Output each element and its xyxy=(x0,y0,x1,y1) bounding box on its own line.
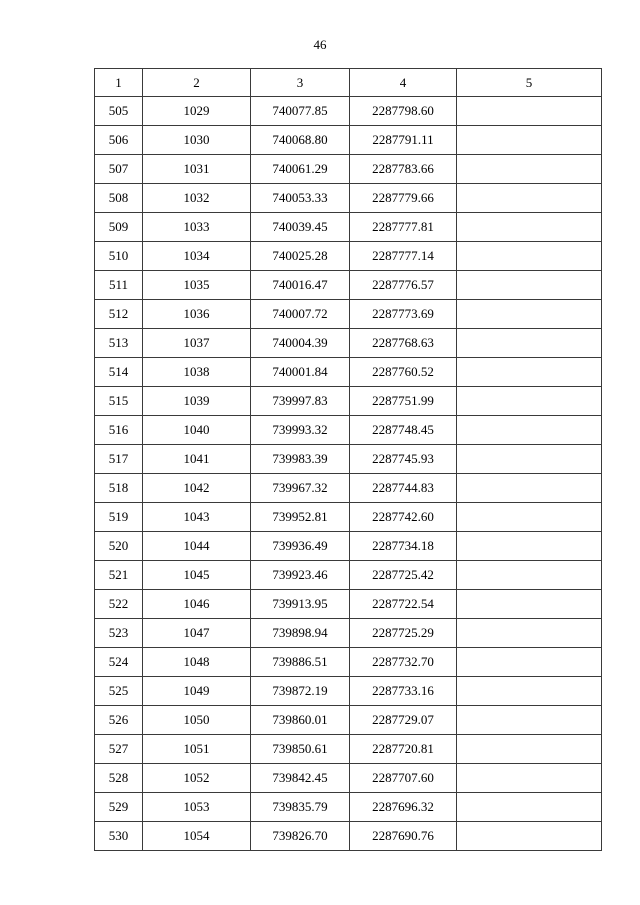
table-cell-col-5 xyxy=(457,822,602,851)
table-cell-col-5 xyxy=(457,213,602,242)
table-cell-col-3: 740016.47 xyxy=(251,271,350,300)
table-cell-col-3: 739842.45 xyxy=(251,764,350,793)
table-header xyxy=(95,69,602,97)
table-cell-col-1: 506 xyxy=(95,126,143,155)
table-cell-col-4: 2287760.52 xyxy=(350,358,457,387)
table-row xyxy=(95,416,602,445)
table-cell-col-4: 2287696.32 xyxy=(350,793,457,822)
table-cell-col-5 xyxy=(457,271,602,300)
table-cell-col-3: 740053.33 xyxy=(251,184,350,213)
page-number: 46 xyxy=(313,37,327,52)
table-row xyxy=(95,184,602,213)
table-cell-col-5 xyxy=(457,416,602,445)
table-cell-col-4: 2287798.60 xyxy=(350,97,457,126)
table-cell-col-2: 1047 xyxy=(143,619,251,648)
table-cell-col-4: 2287725.42 xyxy=(350,561,457,590)
table-cell-col-2: 1050 xyxy=(143,706,251,735)
table-cell-col-4: 2287729.07 xyxy=(350,706,457,735)
column-header-5: 5 xyxy=(457,69,602,97)
table-cell-col-1: 522 xyxy=(95,590,143,619)
table-row xyxy=(95,474,602,503)
table-cell-col-4: 2287707.60 xyxy=(350,764,457,793)
table-cell-col-3: 739913.95 xyxy=(251,590,350,619)
table-row xyxy=(95,532,602,561)
table-cell-col-1: 526 xyxy=(95,706,143,735)
table-cell-col-3: 739936.49 xyxy=(251,532,350,561)
table-row xyxy=(95,706,602,735)
table-cell-col-1: 508 xyxy=(95,184,143,213)
table-cell-col-5 xyxy=(457,706,602,735)
table-cell-col-1: 523 xyxy=(95,619,143,648)
header-row xyxy=(95,69,602,97)
table-cell-col-3: 739898.94 xyxy=(251,619,350,648)
table-cell-col-3: 740077.85 xyxy=(251,97,350,126)
table-cell-col-2: 1053 xyxy=(143,793,251,822)
table-cell-col-5 xyxy=(457,677,602,706)
column-header-3: 3 xyxy=(251,69,350,97)
table-cell-col-1: 517 xyxy=(95,445,143,474)
table-cell-col-3: 739835.79 xyxy=(251,793,350,822)
table-cell-col-2: 1046 xyxy=(143,590,251,619)
table-cell-col-3: 740004.39 xyxy=(251,329,350,358)
table-row xyxy=(95,300,602,329)
table-cell-col-2: 1045 xyxy=(143,561,251,590)
table-cell-col-5 xyxy=(457,387,602,416)
table-cell-col-1: 509 xyxy=(95,213,143,242)
table-row xyxy=(95,271,602,300)
table-cell-col-3: 740025.28 xyxy=(251,242,350,271)
table-cell-col-5 xyxy=(457,184,602,213)
table-cell-col-1: 516 xyxy=(95,416,143,445)
table-cell-col-2: 1032 xyxy=(143,184,251,213)
table-cell-col-3: 739997.83 xyxy=(251,387,350,416)
table-cell-col-5 xyxy=(457,648,602,677)
table-cell-col-4: 2287773.69 xyxy=(350,300,457,329)
column-header-2: 2 xyxy=(143,69,251,97)
table-cell-col-3: 739886.51 xyxy=(251,648,350,677)
table-row xyxy=(95,648,602,677)
table-cell-col-1: 525 xyxy=(95,677,143,706)
table-cell-col-2: 1034 xyxy=(143,242,251,271)
table-row xyxy=(95,677,602,706)
table-cell-col-2: 1052 xyxy=(143,764,251,793)
table-cell-col-1: 511 xyxy=(95,271,143,300)
table-cell-col-4: 2287748.45 xyxy=(350,416,457,445)
table-cell-col-1: 514 xyxy=(95,358,143,387)
table-cell-col-3: 740061.29 xyxy=(251,155,350,184)
table-row xyxy=(95,155,602,184)
table-cell-col-4: 2287768.63 xyxy=(350,329,457,358)
table-cell-col-3: 740007.72 xyxy=(251,300,350,329)
table-cell-col-2: 1037 xyxy=(143,329,251,358)
table-cell-col-5 xyxy=(457,561,602,590)
table-cell-col-2: 1033 xyxy=(143,213,251,242)
table-cell-col-4: 2287722.54 xyxy=(350,590,457,619)
coordinates-table xyxy=(94,68,602,851)
table-cell-col-1: 520 xyxy=(95,532,143,561)
table-cell-col-5 xyxy=(457,532,602,561)
table-cell-col-1: 529 xyxy=(95,793,143,822)
table-cell-col-2: 1039 xyxy=(143,387,251,416)
table-cell-col-5 xyxy=(457,474,602,503)
table-cell-col-1: 507 xyxy=(95,155,143,184)
column-header-1: 1 xyxy=(95,69,143,97)
table-row xyxy=(95,97,602,126)
table-cell-col-5 xyxy=(457,358,602,387)
table-cell-col-2: 1036 xyxy=(143,300,251,329)
table-row xyxy=(95,329,602,358)
table-cell-col-5 xyxy=(457,445,602,474)
table-cell-col-5 xyxy=(457,764,602,793)
table-cell-col-2: 1029 xyxy=(143,97,251,126)
table-cell-col-3: 739826.70 xyxy=(251,822,350,851)
table-cell-col-3: 739952.81 xyxy=(251,503,350,532)
table-row xyxy=(95,590,602,619)
table-cell-col-2: 1031 xyxy=(143,155,251,184)
table-cell-col-2: 1043 xyxy=(143,503,251,532)
table-cell-col-1: 518 xyxy=(95,474,143,503)
table-row xyxy=(95,213,602,242)
table-row xyxy=(95,242,602,271)
table-cell-col-3: 739993.32 xyxy=(251,416,350,445)
table-cell-col-2: 1035 xyxy=(143,271,251,300)
table-cell-col-4: 2287690.76 xyxy=(350,822,457,851)
table-body xyxy=(95,97,602,851)
table-cell-col-4: 2287720.81 xyxy=(350,735,457,764)
table-cell-col-5 xyxy=(457,735,602,764)
table-cell-col-4: 2287744.83 xyxy=(350,474,457,503)
table-row xyxy=(95,503,602,532)
table-cell-col-1: 515 xyxy=(95,387,143,416)
table-cell-col-4: 2287791.11 xyxy=(350,126,457,155)
table-cell-col-5 xyxy=(457,126,602,155)
table-cell-col-2: 1048 xyxy=(143,648,251,677)
table-cell-col-5 xyxy=(457,300,602,329)
table-cell-col-5 xyxy=(457,793,602,822)
table-cell-col-1: 513 xyxy=(95,329,143,358)
table-cell-col-2: 1040 xyxy=(143,416,251,445)
table-cell-col-5 xyxy=(457,503,602,532)
table-cell-col-4: 2287734.18 xyxy=(350,532,457,561)
table-cell-col-1: 519 xyxy=(95,503,143,532)
table-cell-col-4: 2287745.93 xyxy=(350,445,457,474)
table-cell-col-3: 739923.46 xyxy=(251,561,350,590)
table-cell-col-4: 2287725.29 xyxy=(350,619,457,648)
table-cell-col-3: 740039.45 xyxy=(251,213,350,242)
table-cell-col-2: 1051 xyxy=(143,735,251,764)
table-cell-col-5 xyxy=(457,329,602,358)
table-row xyxy=(95,619,602,648)
table-cell-col-3: 739850.61 xyxy=(251,735,350,764)
table-cell-col-3: 739860.01 xyxy=(251,706,350,735)
table-cell-col-1: 505 xyxy=(95,97,143,126)
table-cell-col-4: 2287776.57 xyxy=(350,271,457,300)
table-cell-col-5 xyxy=(457,97,602,126)
table-cell-col-5 xyxy=(457,155,602,184)
table-cell-col-3: 739872.19 xyxy=(251,677,350,706)
table-cell-col-4: 2287733.16 xyxy=(350,677,457,706)
table-cell-col-2: 1049 xyxy=(143,677,251,706)
table-cell-col-2: 1038 xyxy=(143,358,251,387)
table-cell-col-4: 2287779.66 xyxy=(350,184,457,213)
table-cell-col-4: 2287777.14 xyxy=(350,242,457,271)
table-cell-col-1: 524 xyxy=(95,648,143,677)
table-cell-col-4: 2287751.99 xyxy=(350,387,457,416)
column-header-4: 4 xyxy=(350,69,457,97)
table-row xyxy=(95,445,602,474)
table-cell-col-1: 512 xyxy=(95,300,143,329)
table-cell-col-4: 2287777.81 xyxy=(350,213,457,242)
table-cell-col-4: 2287732.70 xyxy=(350,648,457,677)
table-cell-col-3: 739967.32 xyxy=(251,474,350,503)
table-row xyxy=(95,387,602,416)
table-cell-col-2: 1030 xyxy=(143,126,251,155)
table-cell-col-1: 530 xyxy=(95,822,143,851)
table-cell-col-3: 740001.84 xyxy=(251,358,350,387)
table-cell-col-2: 1054 xyxy=(143,822,251,851)
table-cell-col-5 xyxy=(457,590,602,619)
table-row xyxy=(95,793,602,822)
table-cell-col-2: 1042 xyxy=(143,474,251,503)
table-cell-col-1: 527 xyxy=(95,735,143,764)
table-cell-col-1: 528 xyxy=(95,764,143,793)
table-row xyxy=(95,764,602,793)
table-row xyxy=(95,735,602,764)
table-row xyxy=(95,358,602,387)
table-cell-col-1: 521 xyxy=(95,561,143,590)
table-cell-col-5 xyxy=(457,619,602,648)
table-cell-col-4: 2287742.60 xyxy=(350,503,457,532)
table-cell-col-3: 739983.39 xyxy=(251,445,350,474)
table-cell-col-3: 740068.80 xyxy=(251,126,350,155)
table-cell-col-2: 1041 xyxy=(143,445,251,474)
table-row xyxy=(95,561,602,590)
table-cell-col-2: 1044 xyxy=(143,532,251,561)
table-cell-col-1: 510 xyxy=(95,242,143,271)
table-cell-col-4: 2287783.66 xyxy=(350,155,457,184)
table-row xyxy=(95,126,602,155)
table-cell-col-5 xyxy=(457,242,602,271)
table-row xyxy=(95,822,602,851)
